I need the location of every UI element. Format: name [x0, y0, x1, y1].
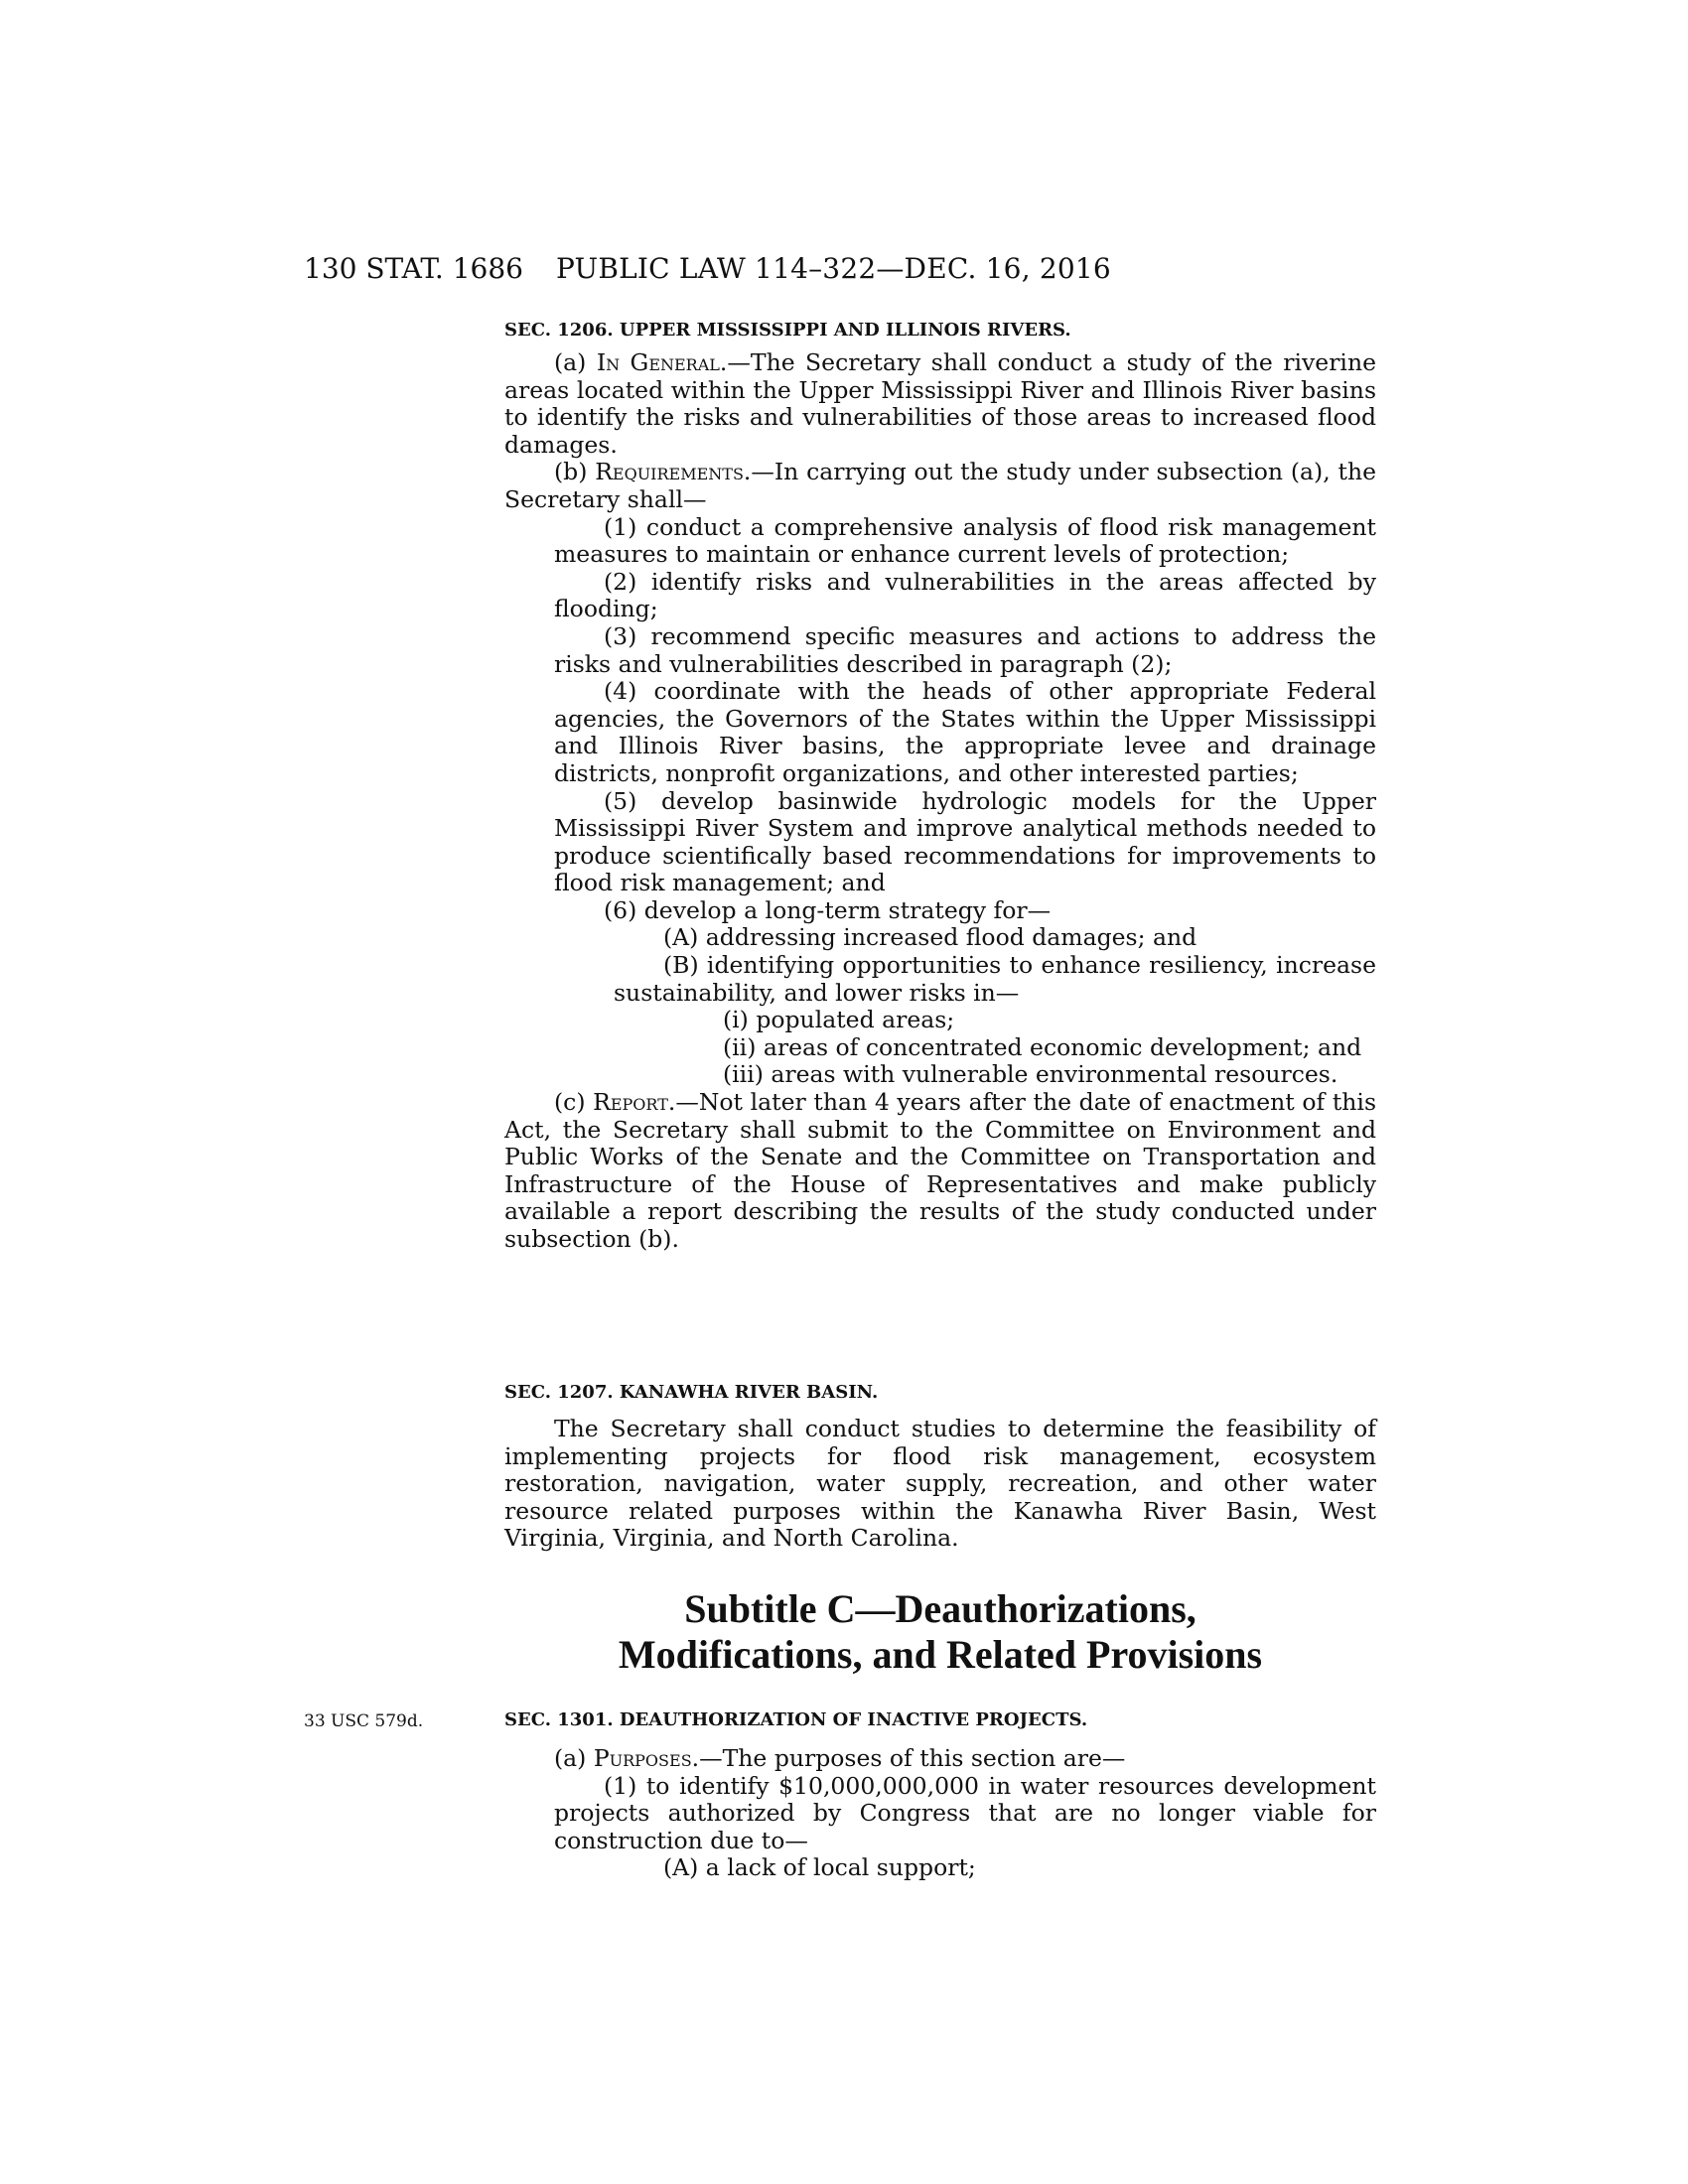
paragraph-3: (3) recommend specific measures and actions to address the risks and vulnerabilities described in paragraph (2);: [554, 621, 1376, 678]
subparagraph-A: (A) addressing increased flood damages; and: [663, 923, 1197, 952]
subsection-label: (a): [554, 1744, 594, 1772]
subsection-text: .—Not later than 4 years after the date of enactment of this Act, the Secretary shall submit to the Committee on Environment and Public Works of the Senate and the Committee on Transportation and Infrastructure of the House of Representatives and make publicly available a report describing the results of the study conducted under subsection (b).: [504, 1088, 1377, 1253]
paragraph-6: (6) develop a long-term strategy for—: [604, 895, 1052, 924]
subtitle-line-2: Modifications, and Related Provisions: [618, 1632, 1263, 1677]
subsection-a: [504, 1745, 1376, 1773]
paragraph-4: (4) coordinate with the heads of other appropriate Federal agencies, the Governors of the States within the Upper Mississippi and Illinois River basins, the appropriate levee and drainage districts, nonprofit organizations, and other interested parties;: [554, 677, 1376, 787]
subsection-b: [504, 459, 1376, 513]
paragraph-2: (2) identify risks and vulnerabilities in the areas affected by flooding;: [554, 567, 1376, 623]
subtitle-line-1: Subtitle C—Deauthorizations,: [684, 1586, 1196, 1631]
subsection-label: (a): [554, 348, 597, 376]
subsection-label: (b): [554, 458, 596, 486]
section-1301: [504, 1707, 1376, 1882]
public-law-citation: PUBLIC LAW 114–322—DEC. 16, 2016: [556, 252, 1111, 285]
subsection-text: .—In carrying out the study under subsection (a), the Secretary shall—: [504, 458, 1376, 513]
section-heading: SEC. 1206. UPPER MISSISSIPPI AND ILLINOIS RIVERS.: [504, 320, 1071, 341]
section-1206: [504, 318, 1376, 1254]
subtitle-heading: [504, 1586, 1376, 1678]
clause-ii: (ii) areas of concentrated economic development; and: [723, 1032, 1362, 1061]
section-1207: [504, 1380, 1376, 1553]
subsection-label: (c): [554, 1088, 594, 1117]
subsection-caption: Requirements: [595, 458, 744, 486]
subsection-caption: In General: [596, 348, 720, 376]
section-heading: SEC. 1207. KANAWHA RIVER BASIN.: [504, 1382, 879, 1403]
clause-i: (i) populated areas;: [723, 1006, 955, 1034]
clause-iii: (iii) areas with vulnerable environmental resources.: [723, 1060, 1338, 1089]
section-heading: SEC. 1301. DEAUTHORIZATION OF INACTIVE PROJECTS.: [504, 1709, 1088, 1730]
section-text: The Secretary shall conduct studies to determine the feasibility of implementing projects for flood risk management, ecosystem restoration, navigation, water supply, recreation, and other water resource related purposes within the Kanawha River Basin, West Virginia, Virginia, and North Carolina.: [504, 1415, 1376, 1553]
subsection-text: .—The Secretary shall conduct a study of the riverine areas located within the Upper Mississippi River and Illinois River basins to identify the risks and vulnerabilities of those areas to increased flood damages.: [504, 348, 1376, 459]
subsection-a: [504, 349, 1376, 459]
paragraph-1: (1) conduct a comprehensive analysis of flood risk management measures to maintain or enhance current levels of protection;: [554, 512, 1376, 569]
subsection-c: [504, 1089, 1376, 1254]
subsection-caption: Report: [593, 1088, 668, 1117]
statute-page-number: 130 STAT. 1686: [304, 252, 523, 285]
subparagraph-A: (A) a lack of local support;: [663, 1853, 976, 1882]
subsection-text: .—The purposes of this section are—: [691, 1744, 1126, 1772]
subsection-caption: Purposes: [593, 1744, 692, 1772]
usc-margin-note: 33 USC 579d.: [304, 1711, 424, 1731]
subparagraph-B: (B) identifying opportunities to enhance resiliency, increase sustainability, and lower risks in—: [614, 951, 1376, 1007]
paragraph-1: (1) to identify $10,000,000,000 in water resources development projects authorized by Congress that are no longer viable for construction due to—: [554, 1771, 1376, 1854]
page-header: [304, 251, 1376, 287]
paragraph-5: (5) develop basinwide hydrologic models for the Upper Mississippi River System and improve analytical methods needed to produce scientifically based recommendations for improvements to flood risk management; and: [554, 786, 1376, 897]
